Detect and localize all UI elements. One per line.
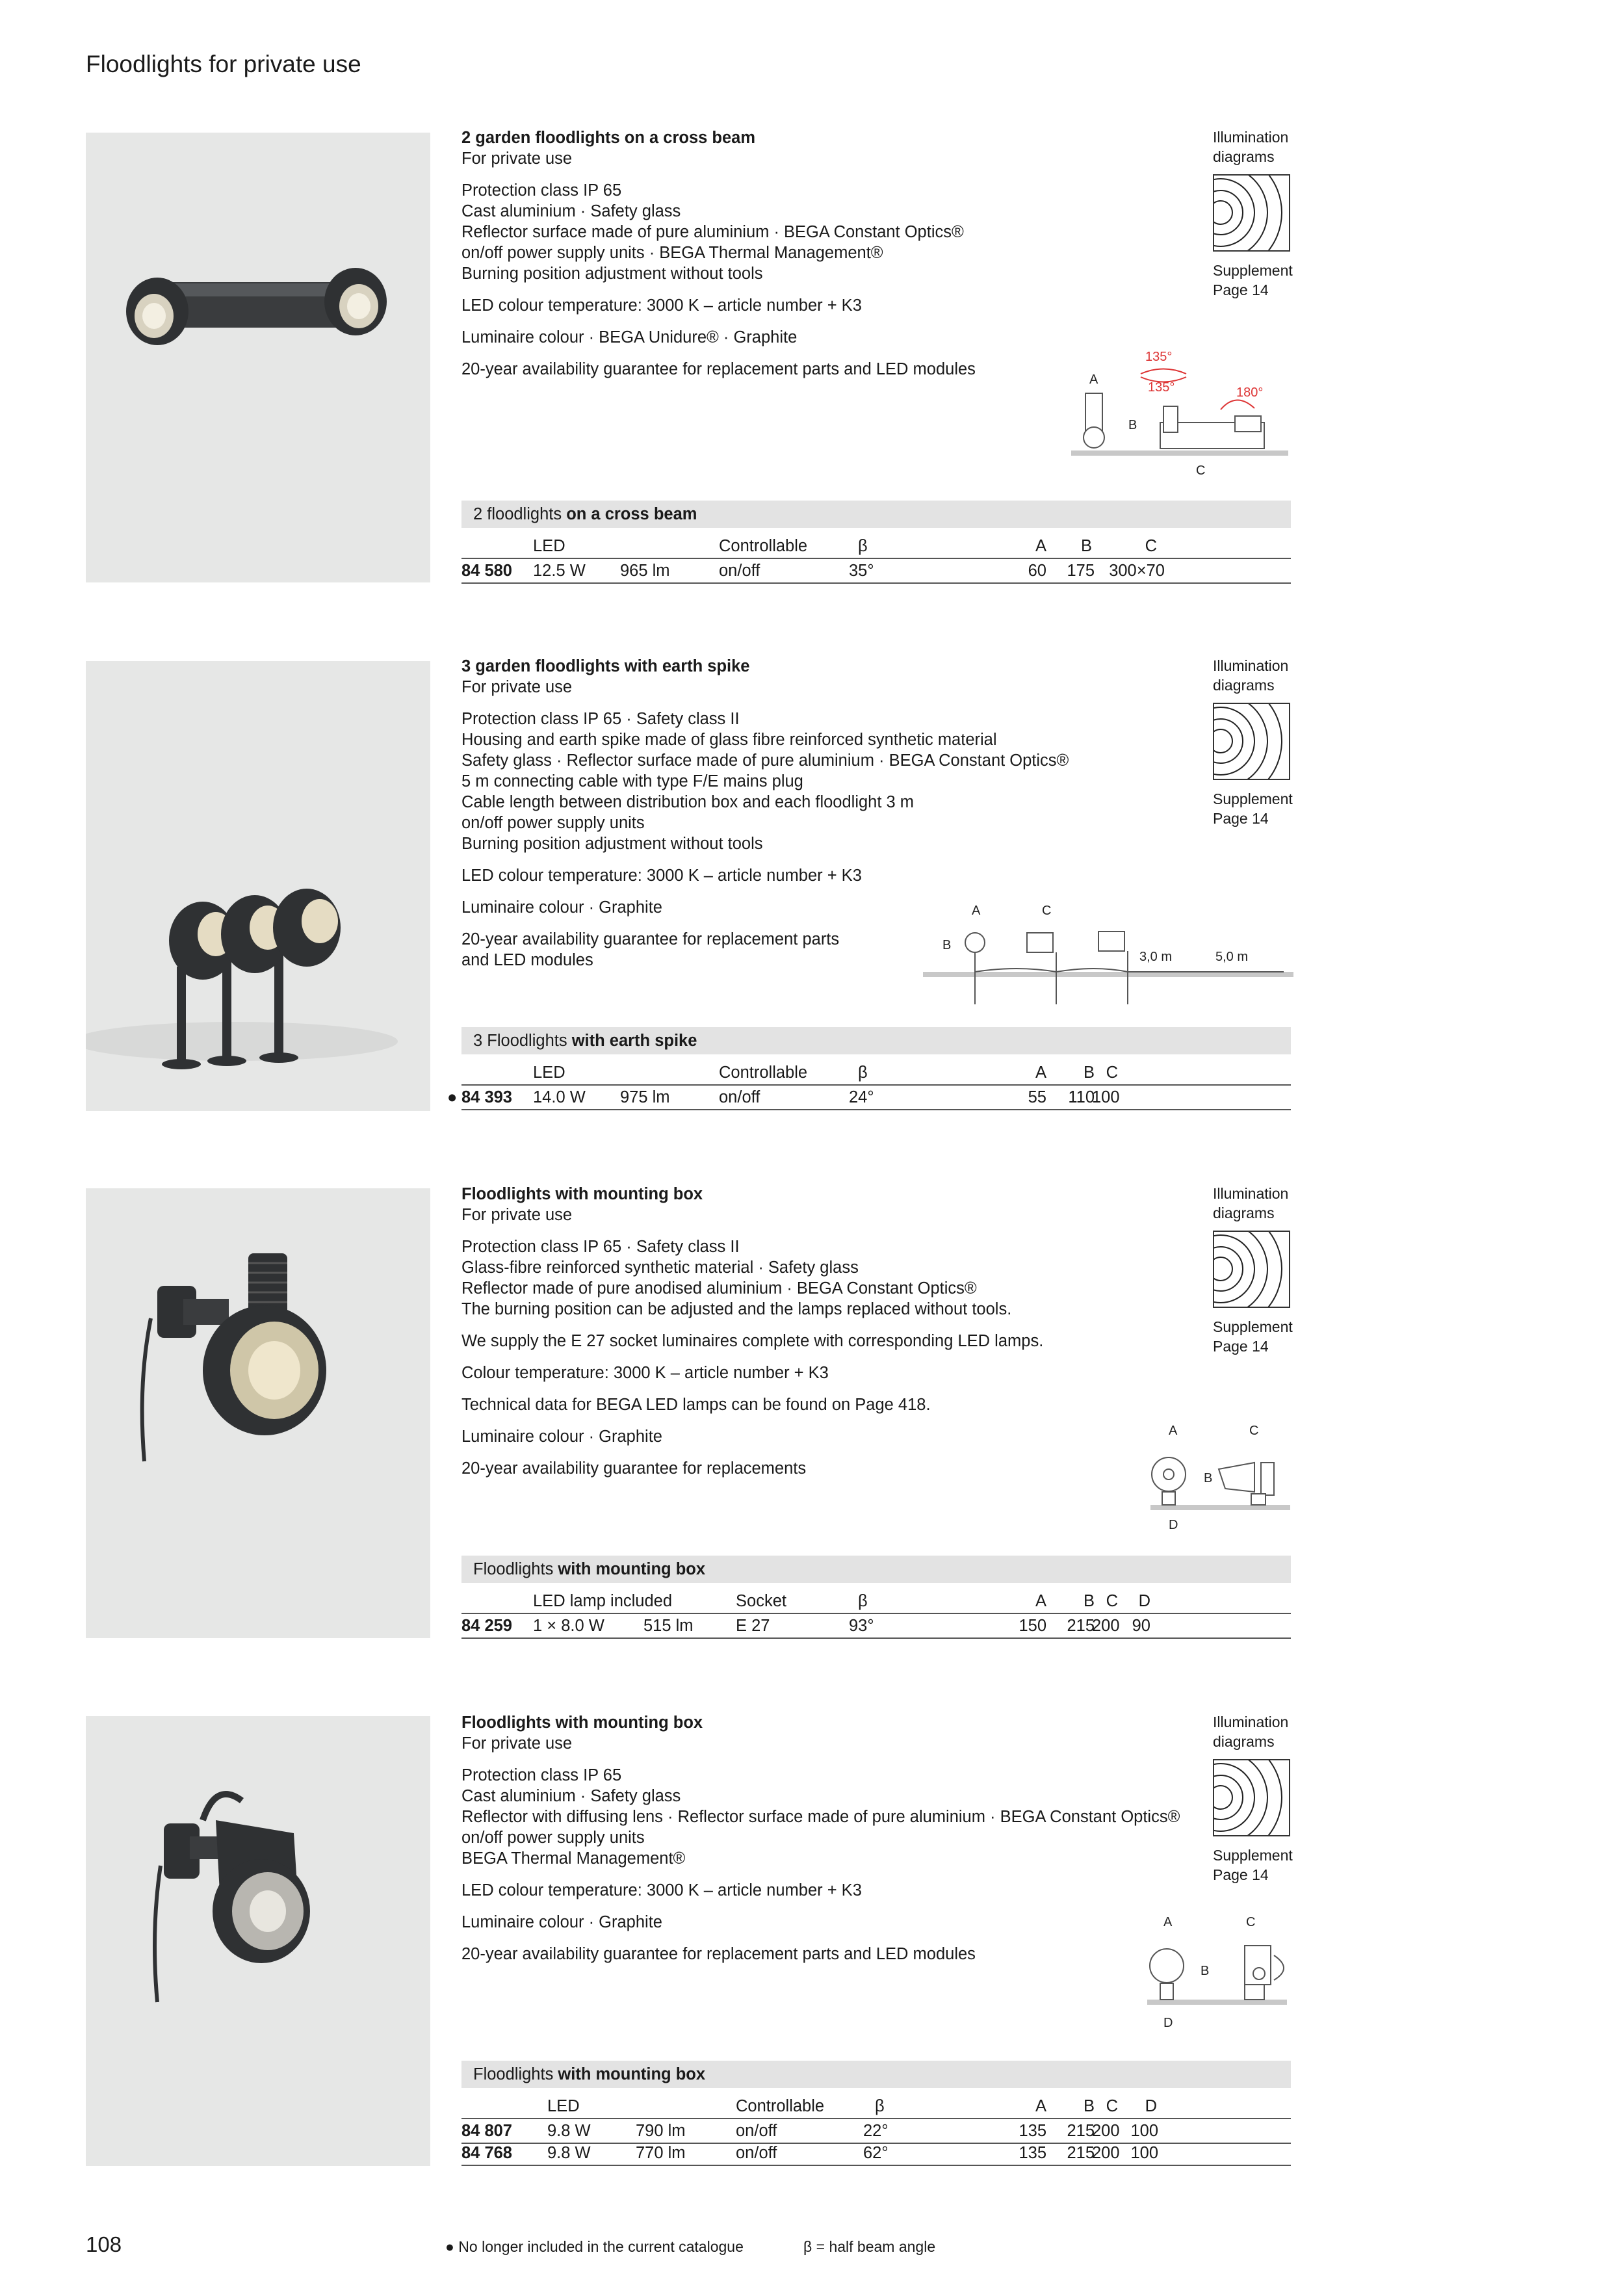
- article-number: 84 807: [461, 2122, 512, 2140]
- col-header: C: [1106, 1063, 1118, 1082]
- table-row: [461, 2141, 1291, 2166]
- availability-guarantee: 20-year availability guarantee for replacement parts and LED modules: [461, 1945, 976, 1963]
- spec-line: on/off power supply units: [461, 1829, 645, 1847]
- table-title-bar: [461, 1556, 1291, 1583]
- col-header: D: [1138, 1592, 1150, 1610]
- controllable: on/off: [719, 1088, 760, 1106]
- colour-temperature: LED colour temperature: 3000 K – article number + K3: [461, 296, 862, 315]
- table-title-bar: [461, 501, 1291, 528]
- table-row: [447, 1084, 1291, 1110]
- illumination-sidebar: [1213, 127, 1310, 300]
- spec-line: BEGA Thermal Management®: [461, 1849, 686, 1868]
- spec-line: The burning position can be adjusted and the lamps replaced without tools.: [461, 1300, 1012, 1318]
- spec-line: Protection class IP 65 · Safety class II: [461, 710, 740, 728]
- illumination-label: Illumination diagrams: [1213, 1714, 1289, 1750]
- table-title-prefix: 3 Floodlights: [473, 1032, 567, 1050]
- availability-guarantee: 20-year availability guarantee for replacement parts and LED modules: [461, 360, 976, 378]
- power: 14.0 W: [533, 1088, 586, 1106]
- illumination-sidebar: [1213, 656, 1310, 828]
- angle-label: 135°: [1145, 350, 1173, 364]
- dim-label-b: B: [1128, 418, 1137, 432]
- product-photo-cross-beam: [86, 133, 430, 582]
- table-title-bold: with mounting box: [558, 2065, 706, 2083]
- col-header: A: [1035, 537, 1046, 555]
- spec-line: Cable length between distribution box and each floodlight 3 m: [461, 793, 915, 811]
- dim-d: 100: [1130, 2144, 1158, 2162]
- controllable: on/off: [719, 562, 760, 580]
- footer-note: [445, 2238, 744, 2256]
- angle-label: 180°: [1236, 385, 1264, 400]
- spec-line: 5 m connecting cable with type F/E mains plug: [461, 772, 803, 790]
- beam-angle: 22°: [863, 2122, 889, 2140]
- discontinued-bullet: ●: [447, 1088, 458, 1106]
- controllable: on/off: [736, 2144, 777, 2162]
- article-number: 84 768: [461, 2144, 512, 2162]
- col-header: D: [1145, 2097, 1157, 2115]
- dim-b: 110: [1068, 1088, 1095, 1106]
- table-title-bold: with mounting box: [558, 1560, 706, 1578]
- col-header: β: [858, 537, 868, 555]
- illumination-diagram-icon: [1213, 1759, 1290, 1836]
- supplement-page: Page 14: [1213, 810, 1269, 827]
- col-header: C: [1106, 2097, 1118, 2115]
- angle-label: 135°: [1148, 380, 1175, 395]
- dim-b: 215: [1067, 2122, 1095, 2140]
- supplement-label: Supplement: [1213, 790, 1293, 807]
- power: 9.8 W: [547, 2122, 591, 2140]
- beam-angle: 93°: [849, 1617, 874, 1635]
- table-header-row: [461, 534, 1291, 558]
- article-number: 84 393: [461, 1088, 512, 1106]
- dim-c: 200: [1092, 2122, 1120, 2140]
- colour-temperature: Colour temperature: 3000 K – article number + K3: [461, 1364, 829, 1382]
- availability-guarantee: 20-year availability guarantee for replacements: [461, 1459, 807, 1478]
- dim-c: 300×70: [1109, 562, 1165, 580]
- table-title-prefix: Floodlights: [473, 1560, 554, 1578]
- spec-line: Reflector surface made of pure aluminium · BEGA Constant Optics®: [461, 223, 964, 241]
- illumination-sidebar: [1213, 1184, 1310, 1356]
- dim-label-c: C: [1196, 463, 1206, 478]
- product-subtitle: For private use: [461, 1734, 573, 1753]
- luminaire-colour: Luminaire colour · Graphite: [461, 1913, 662, 1931]
- dim-c: 200: [1092, 1617, 1120, 1635]
- beam-angle: 24°: [849, 1088, 874, 1106]
- col-header: Controllable: [719, 1063, 808, 1082]
- col-header: LED: [533, 537, 565, 555]
- cable-length-label: 5,0 m: [1215, 950, 1249, 964]
- col-header: β: [858, 1063, 868, 1082]
- dim-label-b: B: [1201, 1964, 1210, 1978]
- col-header: A: [1035, 1592, 1046, 1610]
- article-number: 84 580: [461, 562, 512, 580]
- table-title-bold: on a cross beam: [566, 505, 697, 523]
- product-subtitle: For private use: [461, 678, 573, 696]
- beam-angle: 62°: [863, 2144, 889, 2162]
- spec-line: Cast aluminium · Safety glass: [461, 1787, 681, 1805]
- table-header-row: [461, 2094, 1291, 2118]
- illumination-diagram-icon: [1213, 1231, 1290, 1308]
- dim-label-d: D: [1163, 2016, 1173, 2030]
- dim-label-b: B: [942, 938, 952, 952]
- power: 1 × 8.0 W: [533, 1617, 604, 1635]
- col-header: Controllable: [719, 537, 808, 555]
- spec-line: Housing and earth spike made of glass fibre reinforced synthetic material: [461, 731, 997, 749]
- colour-temperature: LED colour temperature: 3000 K – article number + K3: [461, 1881, 862, 1899]
- dim-b: 175: [1067, 562, 1095, 580]
- colour-temperature: LED colour temperature: 3000 K – article number + K3: [461, 867, 862, 885]
- col-header: C: [1145, 537, 1157, 555]
- col-header: B: [1083, 1592, 1095, 1610]
- col-header: B: [1083, 1063, 1095, 1082]
- dim-label-a: A: [1163, 1915, 1173, 1929]
- luminaire-colour: Luminaire colour · BEGA Unidure® · Graphite: [461, 328, 798, 346]
- col-header: β: [858, 1592, 868, 1610]
- dim-b: 215: [1067, 2144, 1095, 2162]
- table-title-bar: [461, 2061, 1291, 2088]
- page-number: 108: [86, 2232, 122, 2256]
- spec-line: Burning position adjustment without tools: [461, 835, 763, 853]
- technical-data-note: Technical data for BEGA LED lamps can be found on Page 418.: [461, 1396, 931, 1414]
- footer-note-text: No longer included in the current catalogue: [458, 2238, 744, 2255]
- spec-line: on/off power supply units: [461, 814, 645, 832]
- table-row: [461, 2118, 1291, 2144]
- dim-c: 100: [1092, 1088, 1120, 1106]
- lumen: 975 lm: [620, 1088, 670, 1106]
- dim-a: 135: [1019, 2122, 1046, 2140]
- table-title-bold: with earth spike: [571, 1032, 697, 1050]
- article-number: 84 259: [461, 1617, 512, 1635]
- supplement-label: Supplement: [1213, 1318, 1293, 1335]
- col-header: B: [1080, 537, 1092, 555]
- product-subtitle: For private use: [461, 150, 573, 168]
- supplement-label: Supplement: [1213, 1847, 1293, 1864]
- dim-d: 100: [1130, 2122, 1158, 2140]
- product-photo-earth-spike: [86, 661, 430, 1111]
- product-3-description: [461, 1184, 1183, 1490]
- illumination-label: Illumination diagrams: [1213, 1185, 1289, 1221]
- col-header: A: [1035, 1063, 1046, 1082]
- spec-line: Protection class IP 65 · Safety class II: [461, 1238, 740, 1256]
- bullet-icon: ●: [445, 2238, 454, 2255]
- table-title-bar: [461, 1027, 1291, 1054]
- spec-line: Reflector made of pure anodised aluminium · BEGA Constant Optics®: [461, 1279, 977, 1298]
- spec-line: Protection class IP 65: [461, 1766, 622, 1784]
- supplement-label: Supplement: [1213, 262, 1293, 279]
- col-header: Socket: [736, 1592, 786, 1610]
- dim-label-c: C: [1249, 1424, 1259, 1438]
- table-title-prefix: Floodlights: [473, 2065, 554, 2083]
- dim-label-a: A: [1089, 372, 1098, 387]
- dim-a: 135: [1019, 2144, 1046, 2162]
- lumen: 965 lm: [620, 562, 670, 580]
- dim-a: 55: [1028, 1088, 1046, 1106]
- table-row: [461, 1613, 1291, 1639]
- col-header: Controllable: [736, 2097, 825, 2115]
- dim-d: 90: [1132, 1617, 1150, 1635]
- dim-b: 215: [1067, 1617, 1095, 1635]
- illumination-diagram-icon: [1213, 703, 1290, 780]
- page-title: Floodlights for private use: [86, 51, 361, 77]
- dim-label-a: A: [1169, 1424, 1178, 1438]
- dim-a: 60: [1028, 562, 1046, 580]
- spec-line: Safety glass · Reflector surface made of pure aluminium · BEGA Constant Optics®: [461, 751, 1069, 770]
- dim-label-b: B: [1204, 1471, 1213, 1485]
- col-header: LED lamp included: [533, 1592, 673, 1610]
- product-subtitle: For private use: [461, 1206, 573, 1224]
- product-photo-mounting-box-led: [86, 1716, 430, 2166]
- col-header: β: [875, 2097, 885, 2115]
- product-photo-mounting-box: [86, 1188, 430, 1638]
- illumination-diagram-icon: [1213, 174, 1290, 252]
- table-header-row: [461, 1061, 1291, 1084]
- socket: E 27: [736, 1617, 770, 1635]
- dimension-drawing: [1141, 1910, 1293, 2030]
- col-header: A: [1035, 2097, 1046, 2115]
- dim-a: 150: [1019, 1617, 1046, 1635]
- luminaire-colour: Luminaire colour · Graphite: [461, 1428, 662, 1446]
- luminaire-colour: Luminaire colour · Graphite: [461, 898, 662, 917]
- beta-note: β = half beam angle: [803, 2238, 936, 2255]
- dim-label-c: C: [1042, 904, 1052, 918]
- product-title: 3 garden floodlights with earth spike: [461, 657, 750, 675]
- controllable: on/off: [736, 2122, 777, 2140]
- product-title: Floodlights with mounting box: [461, 1185, 703, 1203]
- spec-line: Reflector with diffusing lens · Reflector surface made of pure aluminium · BEGA Constant Optics®: [461, 1808, 1180, 1826]
- availability-guarantee: 20-year availability guarantee for replacement parts and LED modules: [461, 930, 840, 969]
- power: 9.8 W: [547, 2144, 591, 2162]
- dim-c: 200: [1092, 2144, 1120, 2162]
- dim-label-d: D: [1169, 1518, 1178, 1532]
- spec-line: Burning position adjustment without tools: [461, 265, 763, 283]
- col-header: C: [1106, 1592, 1118, 1610]
- col-header: LED: [547, 2097, 580, 2115]
- product-4-description: [461, 1712, 1183, 1976]
- dimension-drawing: [920, 900, 1297, 1011]
- product-title: 2 garden floodlights on a cross beam: [461, 129, 756, 147]
- spec-line: Protection class IP 65: [461, 181, 622, 200]
- table-row: [461, 558, 1291, 584]
- col-header: LED: [533, 1063, 565, 1082]
- supplement-page: Page 14: [1213, 1338, 1269, 1355]
- power: 12.5 W: [533, 562, 586, 580]
- lumen: 770 lm: [636, 2144, 686, 2162]
- beam-angle: 35°: [849, 562, 874, 580]
- spec-line: Cast aluminium · Safety glass: [461, 202, 681, 220]
- table-title-prefix: 2 floodlights: [473, 505, 562, 523]
- dimension-drawing: [1144, 1417, 1293, 1534]
- lamp-note: We supply the E 27 socket luminaires complete with corresponding LED lamps.: [461, 1332, 1044, 1350]
- dim-label-c: C: [1246, 1915, 1256, 1929]
- lumen: 515 lm: [643, 1617, 694, 1635]
- supplement-page: Page 14: [1213, 1866, 1269, 1883]
- col-header: B: [1083, 2097, 1095, 2115]
- lumen: 790 lm: [636, 2122, 686, 2140]
- table-header-row: [461, 1589, 1291, 1613]
- supplement-page: Page 14: [1213, 281, 1269, 298]
- illumination-label: Illumination diagrams: [1213, 129, 1289, 165]
- dim-label-a: A: [972, 904, 981, 918]
- dimension-drawing: [1066, 345, 1293, 481]
- cable-length-label: 3,0 m: [1139, 950, 1173, 964]
- illumination-sidebar: [1213, 1712, 1310, 1885]
- spec-line: Glass-fibre reinforced synthetic material · Safety glass: [461, 1259, 859, 1277]
- spec-line: on/off power supply units · BEGA Thermal Management®: [461, 244, 883, 262]
- illumination-label: Illumination diagrams: [1213, 657, 1289, 694]
- product-title: Floodlights with mounting box: [461, 1714, 703, 1732]
